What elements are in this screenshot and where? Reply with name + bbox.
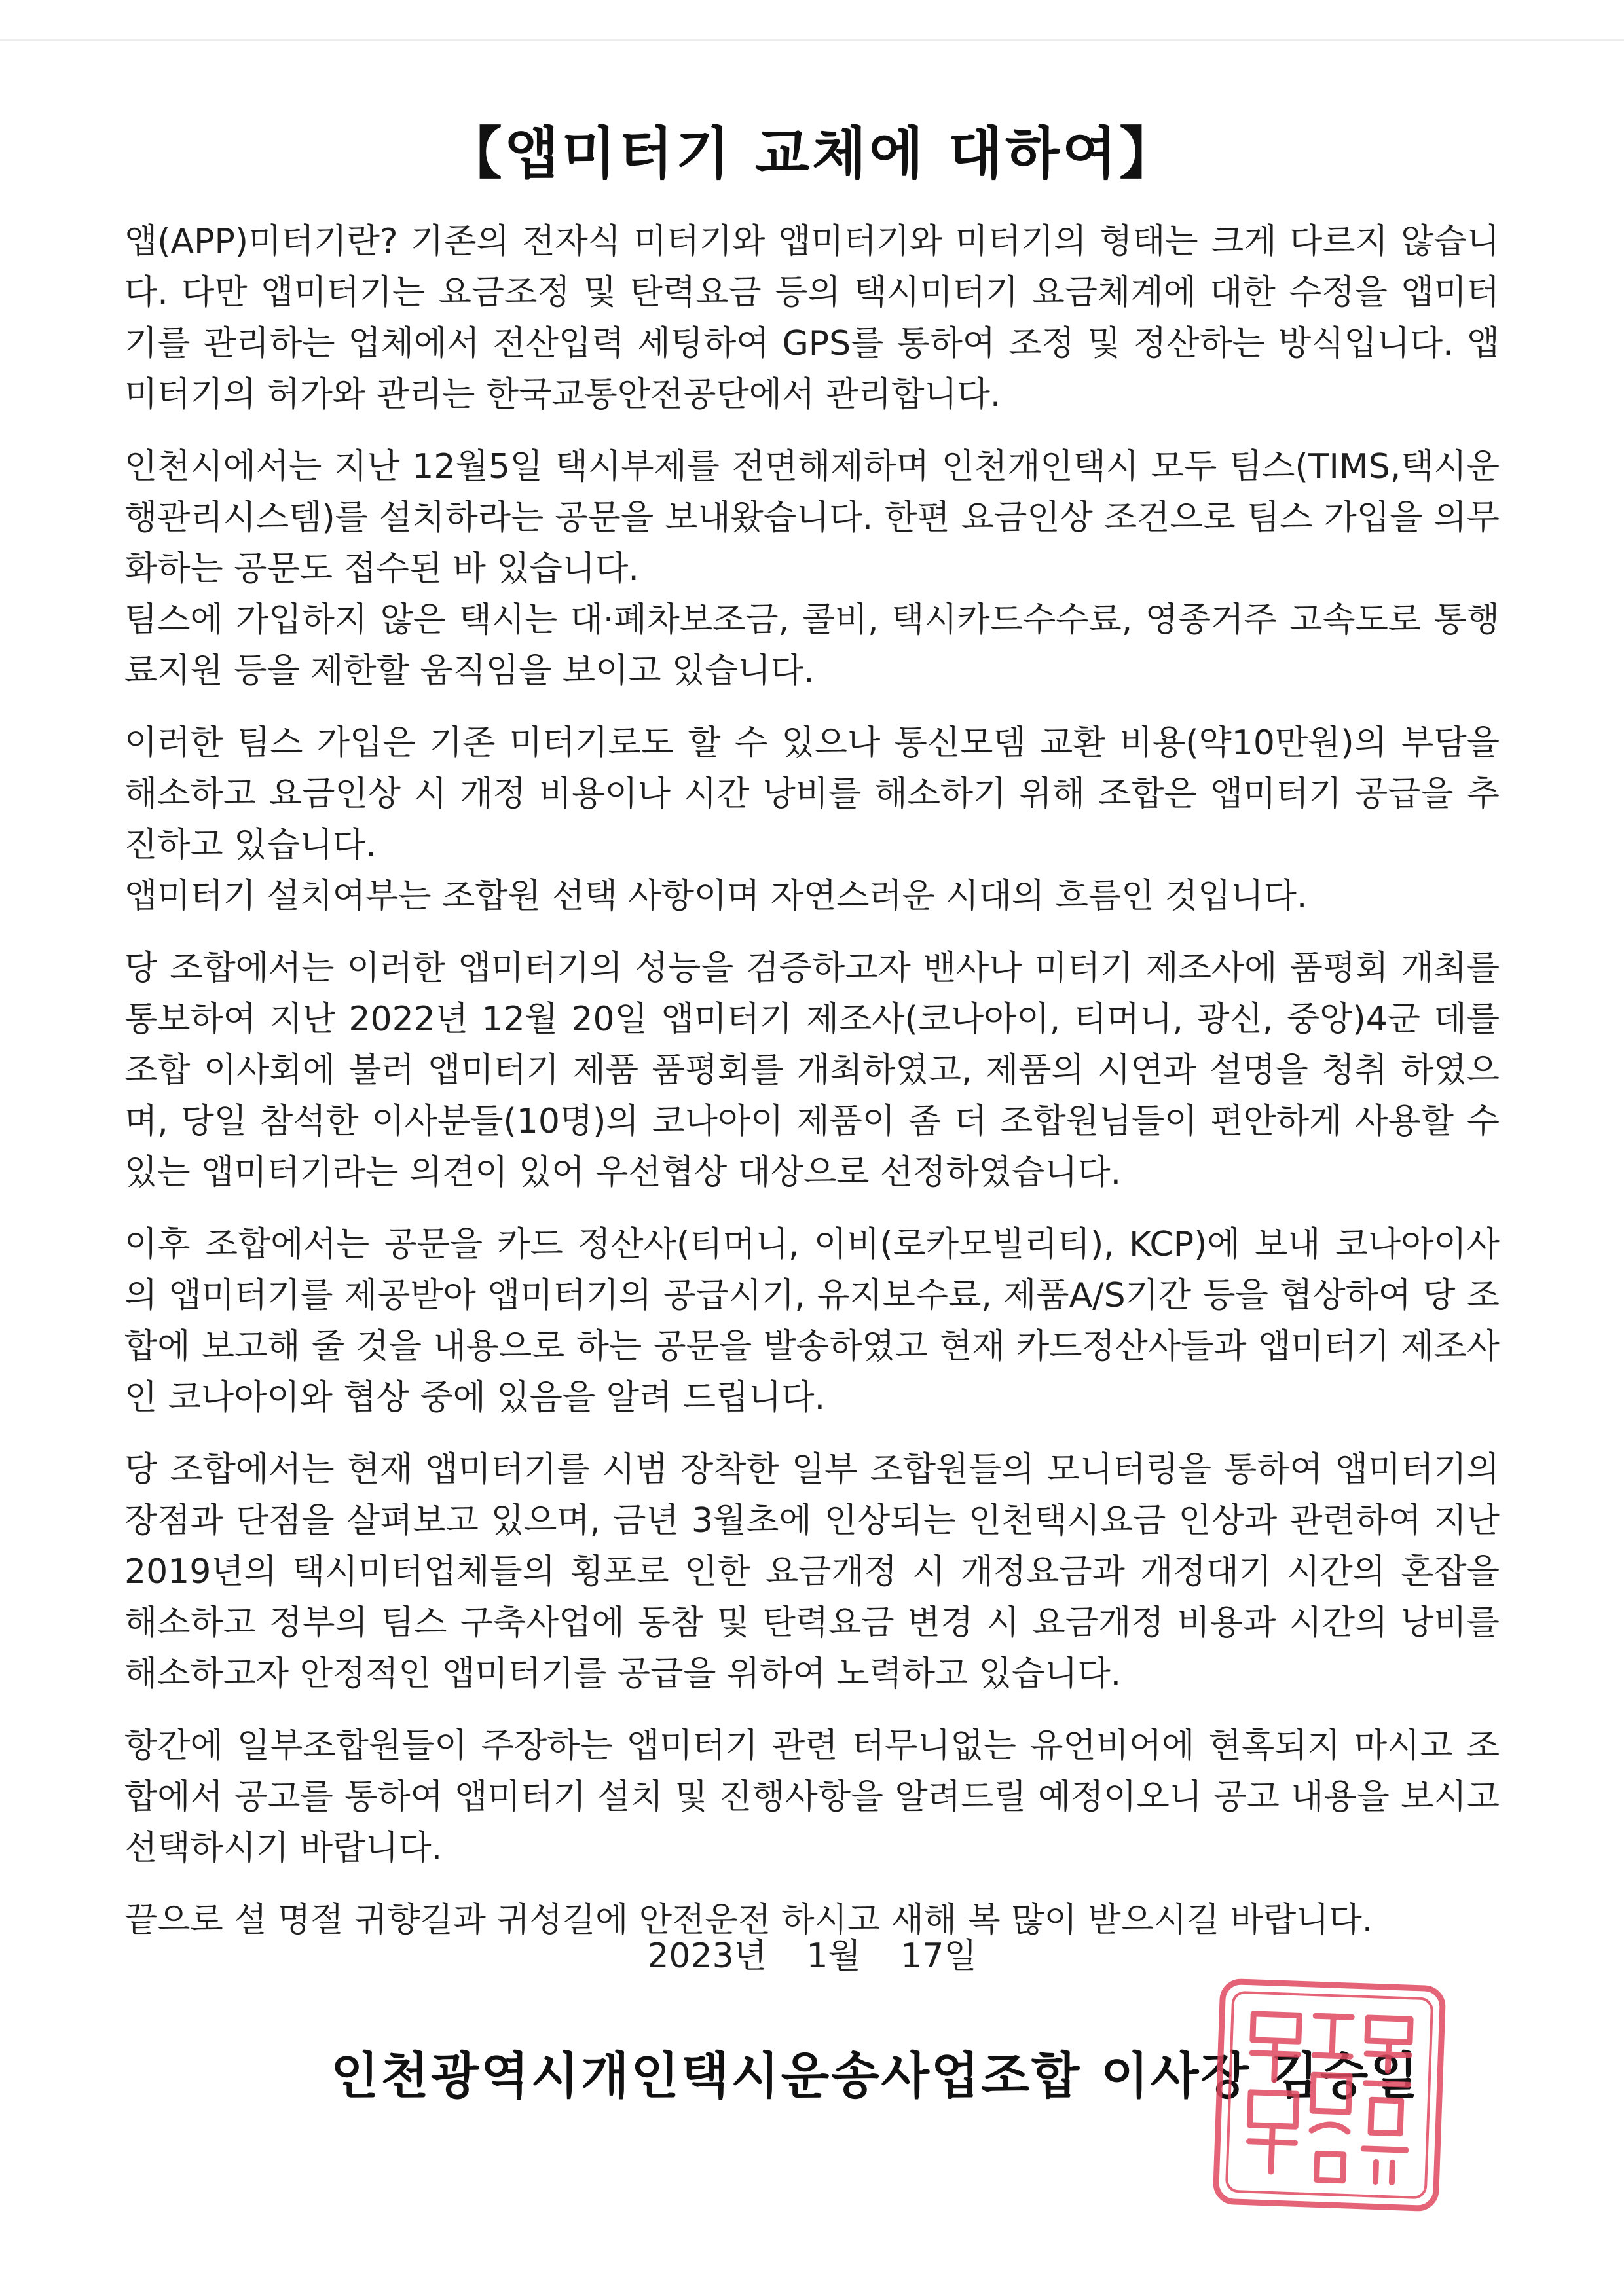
paragraph-rumor-warning: 항간에 일부조합원들이 주장하는 앱미터기 관련 터무니없는 유언비어에 현혹되지 마시고 조합에서 공고를 통하여 앱미터기 설치 및 진행사항을 알려드릴 예정이오니 공고 내용을 보시고 선택하시기 바랍니다.: [124, 1726, 1500, 1868]
signature-line: 인천광역시개인택시운송사업조합 이사장 김승일: [331, 2047, 1420, 2105]
paragraph-app-meter-supply: 이러한 팀스 가입은 기존 미터기로도 할 수 있으나 통신모뎀 교환 비용(약10만원)의 부담을 해소하고 요금인상 시 개정 비용이나 시간 낭비를 해소하기 위해 조합은 앱미터기 공급을 추진하고 있습니다.: [124, 723, 1500, 865]
date-day: 17일: [900, 1937, 977, 1976]
date-year: 2023년: [647, 1937, 767, 1976]
official-seal-icon: [1200, 1966, 1458, 2223]
paragraph-holiday-greeting: 끝으로 설 명절 귀향길과 귀성길에 안전운전 하시고 새해 복 많이 받으시길 바랍니다.: [124, 1901, 1373, 1940]
document-body: [124, 216, 1500, 1967]
date-month: 1월: [806, 1937, 861, 1976]
paragraph-tims-restrictions: 팀스에 가입하지 않은 택시는 대·폐차보조금, 콜비, 택시카드수수료, 영종거주 고속도로 통행료지원 등을 제한할 움직임을 보이고 있습니다.: [124, 600, 1500, 691]
paragraph-member-choice: 앱미터기 설치여부는 조합원 선택 사항이며 자연스러운 시대의 흐름인 것입니다.: [124, 877, 1308, 916]
document-title: 【앱미터기 교체에 대하여】: [445, 121, 1179, 187]
paragraph-app-meter-definition: 앱(APP)미터기란? 기존의 전자식 미터기와 앱미터기와 미터기의 형태는 크게 다르지 않습니다. 다만 앱미터기는 요금조정 및 탄력요금 등의 택시미터기 요금체계에 대한 수정을 앱미터기를 관리하는 업체에서 전산입력 세팅하여 GPS를 통하여 조정 및 정산하는 방식입니다. 앱미터기의 허가와 관리는 한국교통안전공단에서 관리합니다.: [124, 222, 1500, 414]
paragraph-product-evaluation: 당 조합에서는 이러한 앱미터기의 성능을 검증하고자 밴사나 미터기 제조사에 품평회 개최를 통보하여 지난 2022년 12월 20일 앱미터기 제조사(코나아이, 티머니, 광신, 중앙)4군 데를 조합 이사회에 불러 앱미터기 제품 품평회를 개최하였고, 제품의 시연과 설명을 청취 하였으며, 당일 참석한 이사분들(10명)의 코나아이 제품이 좀 더 조합원님들이 편안하게 사용할 수 있는 앱미터기라는 의견이 있어 우선협상 대상으로 선정하였습니다.: [124, 949, 1500, 1192]
paragraph-monitoring: 당 조합에서는 현재 앱미터기를 시범 장착한 일부 조합원들의 모니터링을 통하여 앱미터기의 장점과 단점을 살펴보고 있으며, 금년 3월초에 인상되는 인천택시요금 인상과 관련하여 지난 2019년의 택시미터업체들의 횡포로 인한 요금개정 시 개정요금과 개정대기 시간의 혼잡을 해소하고 정부의 팀스 구축사업에 동참 및 탄력요금 변경 시 요금개정 비용과 시간의 낭비를 해소하고자 안정적인 앱미터기를 공급을 위하여 노력하고 있습니다.: [124, 1450, 1500, 1694]
paragraph-negotiation: 이후 조합에서는 공문을 카드 정산사(티머니, 이비(로카모빌리티), KCP)에 보내 코나아이사의 앱미터기를 제공받아 앱미터기의 공급시기, 유지보수료, 제품A/S기간 등을 협상하여 당 조합에 보고해 줄 것을 내용으로 하는 공문을 발송하였고 현재 카드정산사들과 앱미터기 제조사인 코나아이와 협상 중에 있음을 알려 드립니다.: [124, 1225, 1500, 1417]
paragraph-tims-installation: 인천시에서는 지난 12월5일 택시부제를 전면해제하며 인천개인택시 모두 팀스(TIMS,택시운행관리시스템)를 설치하라는 공문을 보내왔습니다. 한편 요금인상 조건으로 팀스 가입을 의무화하는 공문도 접수된 바 있습니다.: [124, 447, 1500, 589]
document-date: [0, 1928, 1624, 1977]
scan-edge-line: [0, 39, 1624, 41]
